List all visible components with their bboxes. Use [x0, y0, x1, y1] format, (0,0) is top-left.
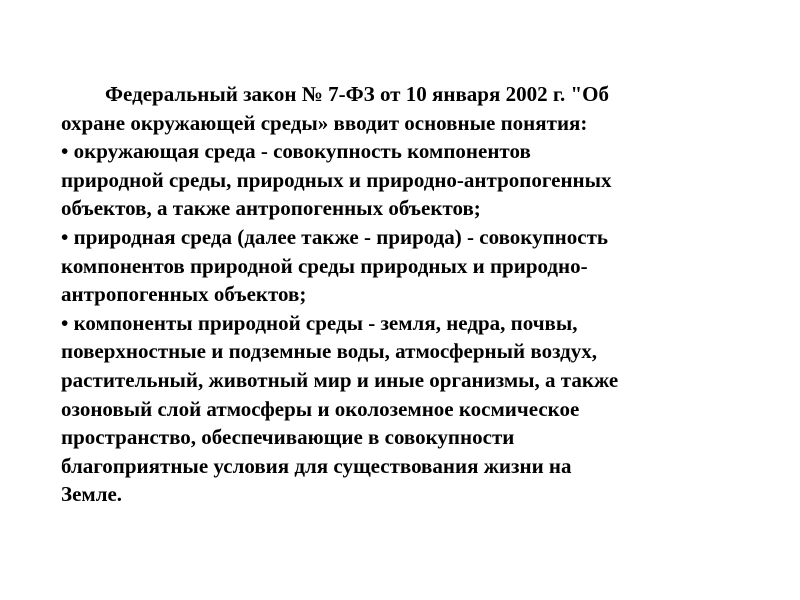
law-text-block — [61, 80, 751, 509]
bullet-line: • компоненты природной среды - земля, недра, почвы, — [61, 310, 578, 335]
bullet-line: • природная среда (далее также - природа) - совокупность — [61, 224, 609, 249]
text-line: компонентов природной среды природных и природно- — [61, 253, 588, 278]
text-line: природной среды, природных и природно-антропогенных — [61, 167, 612, 192]
bullet-line: • окружающая среда - совокупность компонентов — [61, 139, 531, 164]
text-line: охране окружающей среды» вводит основные понятия: — [61, 110, 588, 135]
text-line: Земле. — [61, 482, 123, 507]
text-line: пространство, обеспечивающие в совокупности — [61, 425, 515, 450]
text-line: поверхностные и подземные воды, атмосферный воздух, — [61, 339, 598, 364]
text-line: озоновый слой атмосферы и околоземное космическое — [61, 396, 580, 421]
text-line: антропогенных объектов; — [61, 282, 307, 307]
text-line: благоприятные условия для существования жизни на — [61, 453, 572, 478]
text-line: растительный, животный мир и иные организмы, а также — [61, 367, 619, 392]
text-line: объектов, а также антропогенных объектов; — [61, 196, 481, 221]
text-line: Федеральный закон № 7-ФЗ от 10 января 2002 г. "Об — [105, 82, 609, 106]
